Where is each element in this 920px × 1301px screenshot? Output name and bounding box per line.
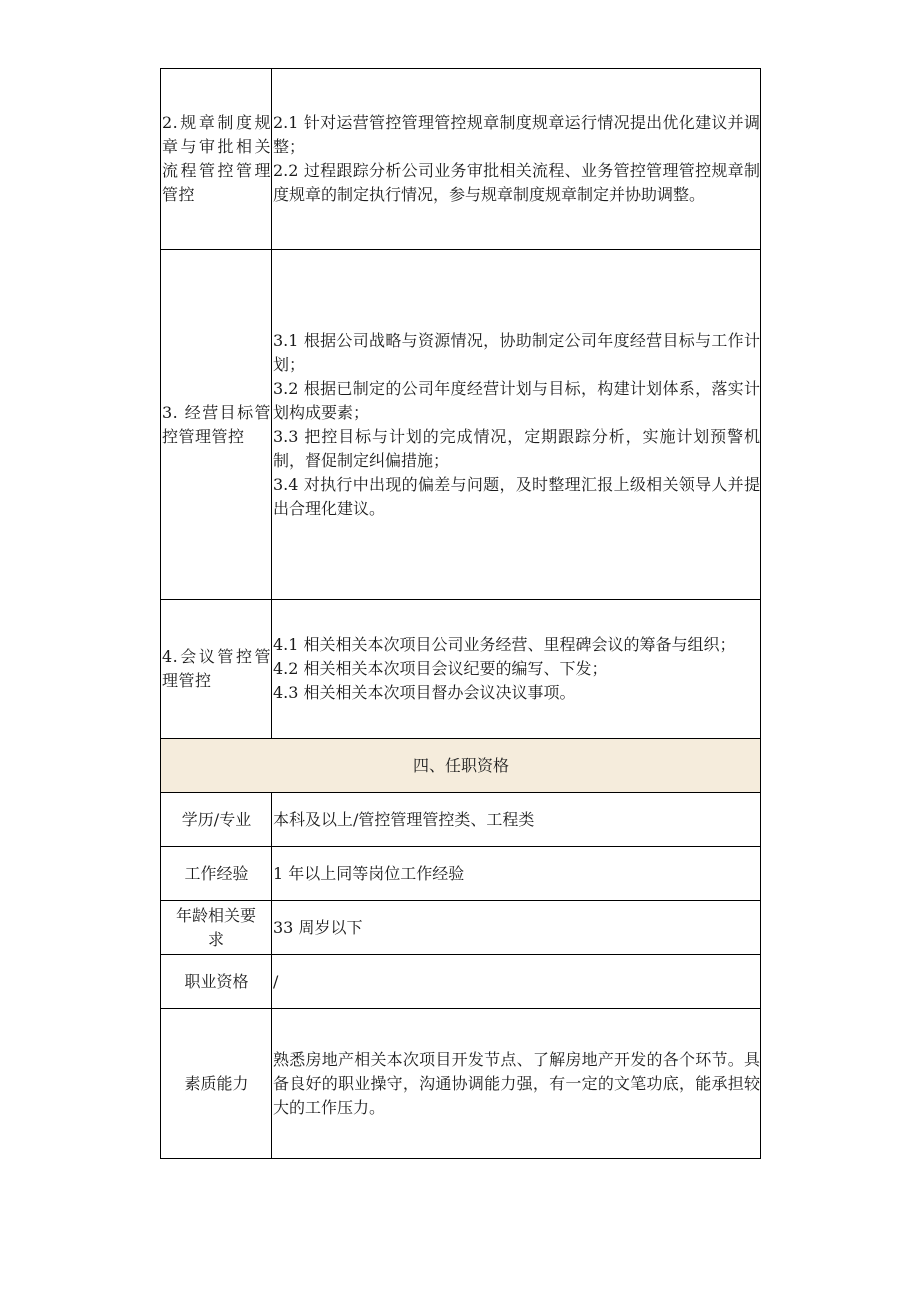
- duty-item: 3.2 根据已制定的公司年度经营计划与目标，构建计划体系，落实计划构成要素；: [273, 378, 760, 422]
- duty-row-meetings: [161, 600, 761, 739]
- qualification-row: [161, 847, 761, 901]
- qualification-row: [161, 793, 761, 847]
- qualification-value: 33 周岁以下: [272, 901, 761, 955]
- duty-content-rules: [272, 69, 761, 250]
- duty-item: 4.3 相关相关本次项目督办会议决议事项。: [273, 683, 576, 702]
- qualification-value: /: [272, 955, 761, 1009]
- qualification-label: 学历/专业: [161, 793, 272, 847]
- qualification-row: [161, 1009, 761, 1159]
- duty-item: 3.4 对执行中出现的偏差与问题，及时整理汇报上级相关领导人并提出合理化建议。: [273, 474, 760, 518]
- duty-title-targets: 3. 经营目标管控管理管控: [161, 250, 272, 600]
- qualification-row: [161, 901, 761, 955]
- section-title: 四、任职资格: [161, 739, 761, 793]
- qualification-label: 素质能力: [161, 1009, 272, 1159]
- qualification-label: 职业资格: [161, 955, 272, 1009]
- duty-item: 3.3 把控目标与计划的完成情况，定期跟踪分析，实施计划预警机制，督促制定纠偏措施；: [273, 426, 760, 470]
- job-description-table: [160, 68, 761, 1159]
- duty-item: 3.1 根据公司战略与资源情况，协助制定公司年度经营目标与工作计划；: [273, 330, 760, 374]
- duty-title-rules: 2.规章制度规章与审批相关流程管控管理管控: [161, 69, 272, 250]
- qualification-label: 工作经验: [161, 847, 272, 901]
- duty-title-meetings: 4.会议管控管理管控: [161, 600, 272, 739]
- qualification-value: 1 年以上同等岗位工作经验: [272, 847, 761, 901]
- duty-content-meetings: [272, 600, 761, 739]
- duty-item: 4.2 相关相关本次项目会议纪要的编写、下发；: [273, 659, 608, 678]
- duty-item: 2.1 针对运营管控管理管控规章制度规章运行情况提出优化建议并调整；: [273, 113, 760, 156]
- duty-content-targets: [272, 250, 761, 600]
- duty-row-targets: [161, 250, 761, 600]
- duty-item: 4.1 相关相关本次项目公司业务经营、里程碑会议的筹备与组织；: [273, 635, 736, 654]
- duty-row-rules: [161, 69, 761, 250]
- qualification-value: 本科及以上/管控管理管控类、工程类: [272, 793, 761, 847]
- duty-item: 2.2 过程跟踪分析公司业务审批相关流程、业务管控管理管控规章制度规章的制定执行情况，参与规章制度规章制定并协助调整。: [273, 161, 760, 204]
- qualification-label: 年龄相关要求: [161, 901, 272, 955]
- qualification-row: [161, 955, 761, 1009]
- qualification-value: 熟悉房地产相关本次项目开发节点、了解房地产开发的各个环节。具备良好的职业操守，沟通协调能力强，有一定的文笔功底，能承担较大的工作压力。: [272, 1009, 761, 1159]
- section-header-row: [161, 739, 761, 793]
